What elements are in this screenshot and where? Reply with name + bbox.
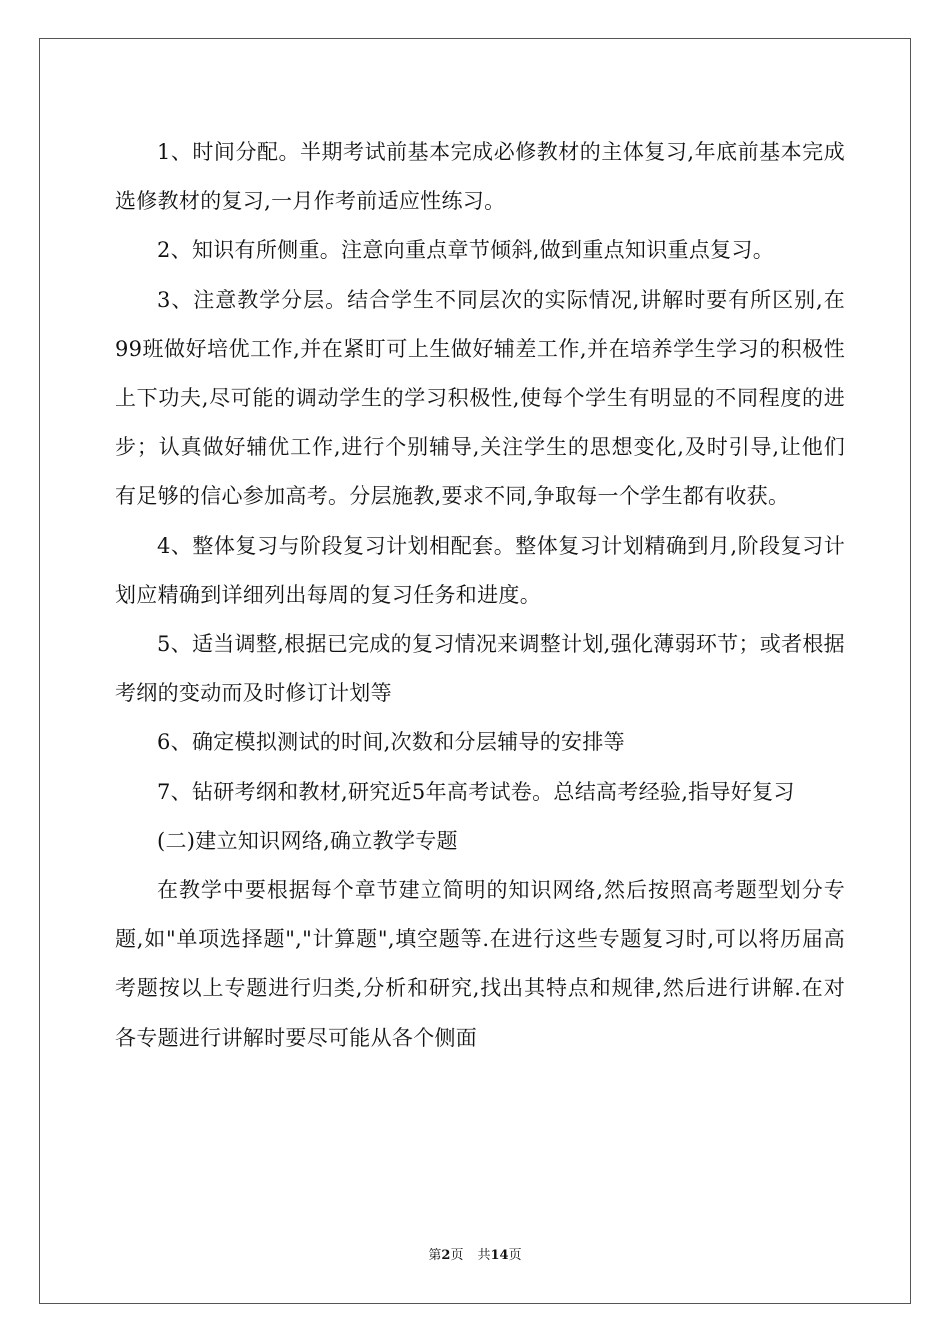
page-footer — [0, 1244, 950, 1263]
paragraph-8: 在教学中要根据每个章节建立简明的知识网络,然后按照高考题型划分专题,如"单项选择题","计算题",填空题等.在进行这些专题复习时,可以将历届高考题按以上专题进行归类,分析和研究,找出其特点和规律,然后进行讲解.在对各专题进行讲解时要尽可能从各个侧面 — [115, 878, 845, 1050]
section-heading: (二)建立知识网络,确立教学专题 — [157, 828, 458, 853]
page-current: 2 — [441, 1248, 451, 1263]
page-total: 14 — [490, 1248, 509, 1263]
total-prefix: 共 — [477, 1248, 491, 1263]
document-body — [115, 128, 845, 1063]
paragraph-6: 6、确定模拟测试的时间,次数和分层辅导的安排等 — [157, 730, 625, 755]
paragraph-4: 4、整体复习与阶段复习计划相配套。整体复习计划精确到月,阶段复习计划应精确到详细列出每周的复习任务和进度。 — [115, 533, 845, 607]
total-suffix: 页 — [508, 1248, 522, 1263]
paragraph-7: 7、钻研考纲和教材,研究近5年高考试卷。总结高考经验,指导好复习 — [157, 779, 795, 804]
paragraph-5: 5、适当调整,根据已完成的复习情况来调整计划,强化薄弱环节；或者根据考纲的变动而及时修订计划等 — [115, 632, 845, 706]
paragraph-2: 2、知识有所侧重。注意向重点章节倾斜,做到重点知识重点复习。 — [157, 238, 775, 263]
page-prefix: 第 — [428, 1248, 442, 1263]
paragraph-1: 1、时间分配。半期考试前基本完成必修教材的主体复习,年底前基本完成选修教材的复习,一月作考前适应性练习。 — [115, 140, 845, 214]
page-suffix: 页 — [450, 1248, 464, 1263]
paragraph-3: 3、注意教学分层。结合学生不同层次的实际情况,讲解时要有所区别,在99班做好培优工作,并在紧盯可上生做好辅差工作,并在培养学生学习的积极性上下功夫,尽可能的调动学生的学习积极性,使每个学生有明显的不同程度的进步；认真做好辅优工作,进行个别辅导,关注学生的思想变化,及时引导,让他们有足够的信心参加高考。分层施教,要求不同,争取每一个学生都有收获。 — [115, 287, 845, 509]
